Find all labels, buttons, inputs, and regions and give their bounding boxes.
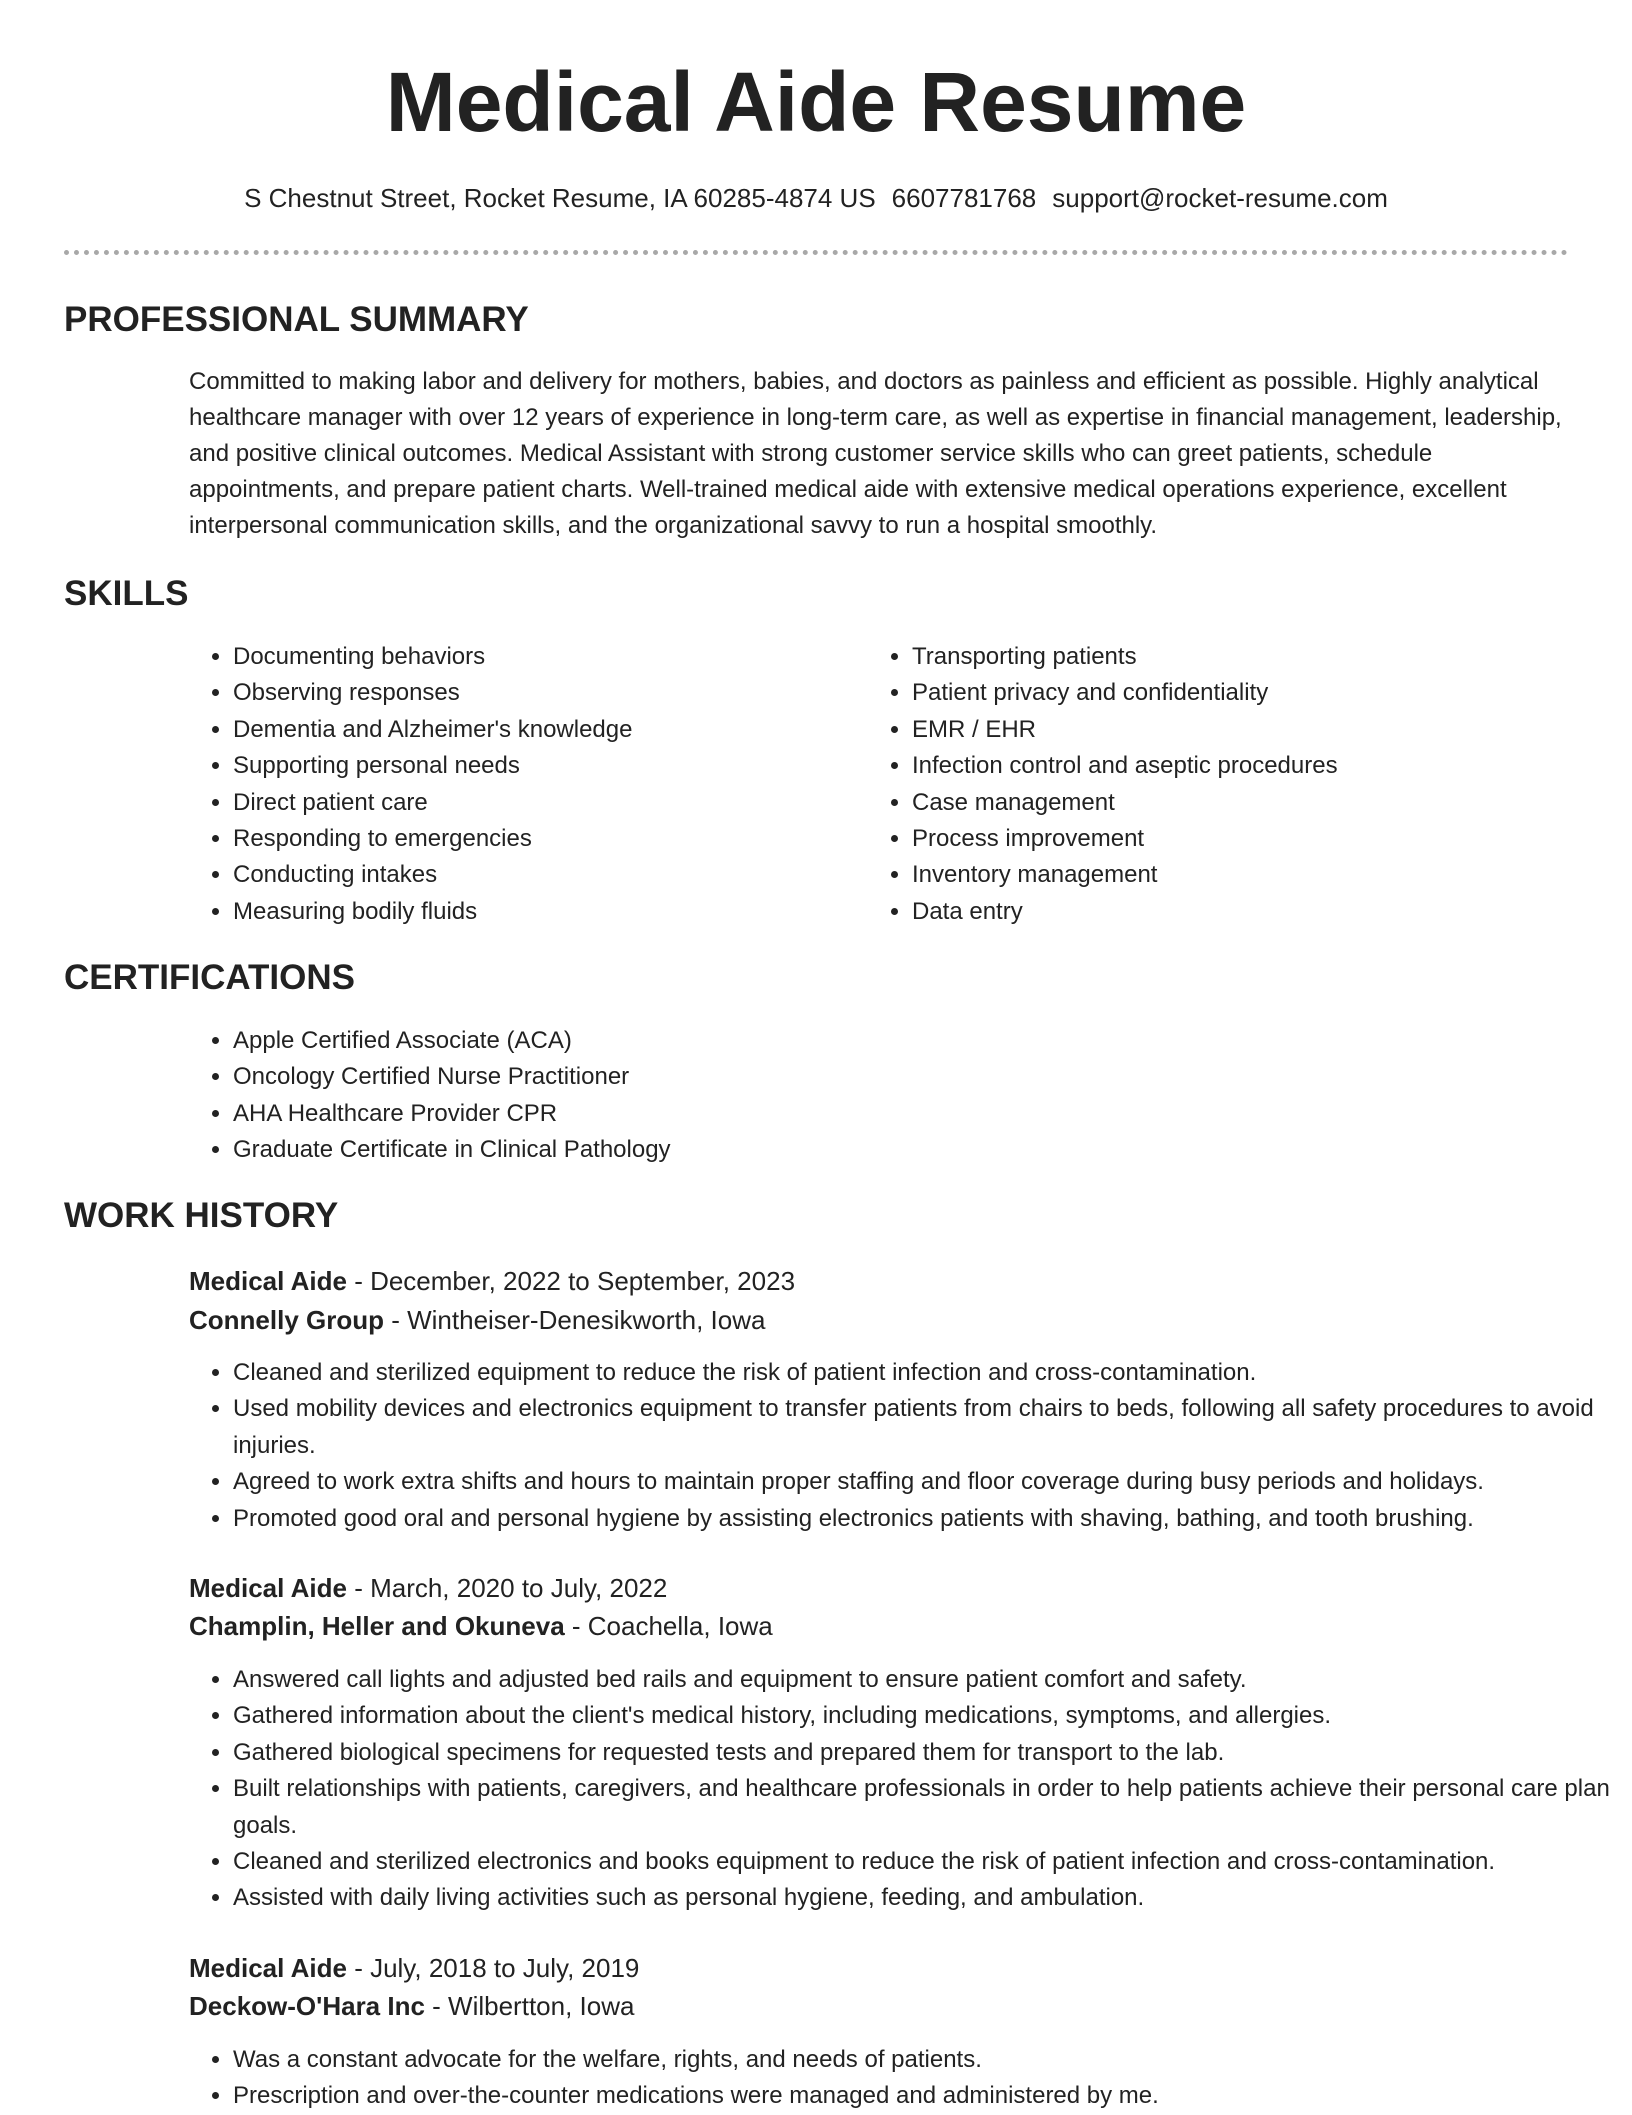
header-divider [64, 250, 1568, 255]
job-bullet: • Answered call lights and adjusted bed rails and equipment to ensure patient comfort and safety. [233, 1662, 1613, 1698]
contact-phone: 6607781768 [891, 183, 1037, 213]
summary-text: Committed to making labor and delivery for mothers, babies, and doctors as painless and efficient as possible. Highly analytical healthcare manager with over 12 years of experience in long-term care, as well as expertise in financial management, leadership, and positive clinical outcomes. Medical Assistant with strong customer service skills who can greet patients, schedule appointments, and prepare patient charts. Well-trained medical aide with extensive medical operations experience, excellent interpersonal communication skills, and the organizational savvy to run a hospital smoothly. [189, 368, 1562, 539]
certifications-list [189, 1023, 1613, 1169]
skill-item: • Observing responses [233, 675, 853, 711]
job-bullet: • Gathered biological specimens for requested tests and prepared them for transport to the lab. [233, 1735, 1613, 1771]
job-company-line [189, 1608, 773, 1644]
certification-item: • Graduate Certificate in Clinical Pathology [233, 1132, 1613, 1168]
skill-item: • Direct patient care [233, 785, 853, 821]
skill-item: • Responding to emergencies [233, 821, 853, 857]
skill-item: • Data entry [912, 894, 1612, 930]
job-bullets [189, 1662, 1613, 1917]
job-location: - Coachella, Iowa [564, 1611, 773, 1641]
skill-item: • Patient privacy and confidentiality [912, 675, 1612, 711]
certifications-heading: CERTIFICATIONS [64, 958, 356, 997]
skill-item: • Supporting personal needs [233, 748, 853, 784]
skills-list-right [868, 639, 1612, 930]
certification-item: • AHA Healthcare Provider CPR [233, 1096, 1613, 1132]
skill-item: • Inventory management [912, 857, 1612, 893]
skill-item: • Process improvement [912, 821, 1612, 857]
job-title-line [189, 1263, 795, 1299]
job-bullet: • Built relationships with patients, caregivers, and healthcare professionals in order to help patients achieve their personal care plan goals. [233, 1771, 1613, 1844]
job-dates: - July, 2018 to July, 2019 [346, 1953, 640, 1983]
job-dates: - December, 2022 to September, 2023 [346, 1266, 796, 1296]
job-title-line [189, 1570, 667, 1606]
certification-item: • Apple Certified Associate (ACA) [233, 1023, 1613, 1059]
job-company-line [189, 1988, 634, 2024]
contact-email: support@rocket-resume.com [1052, 183, 1388, 213]
job-bullet: • Promoted good oral and personal hygiene by assisting electronics patients with shaving, bathing, and tooth brushing. [233, 1501, 1613, 1537]
job-company: Deckow-O'Hara Inc [189, 1991, 425, 2021]
job-location: - Wilbertton, Iowa [424, 1991, 635, 2021]
job-bullet: • Used mobility devices and electronics equipment to transfer patients from chairs to beds, following all safety procedures to avoid injuries. [233, 1391, 1613, 1464]
skill-item: • Dementia and Alzheimer's knowledge [233, 712, 853, 748]
job-bullet: • Was a constant advocate for the welfare, rights, and needs of patients. [233, 2042, 1613, 2078]
job-bullet: • Cleaned and sterilized electronics and books equipment to reduce the risk of patient infection and cross-contamination. [233, 1844, 1613, 1880]
job-company-line [189, 1302, 765, 1338]
job-dates: - March, 2020 to July, 2022 [346, 1573, 668, 1603]
certification-item: • Oncology Certified Nurse Practitioner [233, 1059, 1613, 1095]
job-title-line [189, 1950, 639, 1986]
skills-list-left [189, 639, 853, 930]
resume-title: Medical Aide Resume [385, 55, 1247, 149]
contact-line [0, 178, 1632, 218]
skill-item: • Measuring bodily fluids [233, 894, 853, 930]
job-company: Champlin, Heller and Okuneva [189, 1611, 565, 1641]
job-company: Connelly Group [189, 1305, 384, 1335]
skills-heading: SKILLS [64, 574, 189, 613]
job-bullet: • Cleaned and sterilized equipment to reduce the risk of patient infection and cross-contamination. [233, 1355, 1613, 1391]
job-bullet: • Assisted with daily living activities such as personal hygiene, feeding, and ambulation. [233, 1880, 1613, 1916]
summary-heading: PROFESSIONAL SUMMARY [64, 300, 529, 339]
skill-item: • Case management [912, 785, 1612, 821]
job-location: - Wintheiser-Denesikworth, Iowa [384, 1305, 766, 1335]
job-bullet: • Prescription and over-the-counter medications were managed and administered by me. [233, 2078, 1613, 2114]
job-title: Medical Aide [189, 1953, 347, 1983]
skill-item: • Infection control and aseptic procedures [912, 748, 1612, 784]
contact-address: S Chestnut Street, Rocket Resume, IA 60285-4874 US [244, 183, 876, 213]
skill-item: • EMR / EHR [912, 712, 1612, 748]
skill-item: • Documenting behaviors [233, 639, 853, 675]
job-bullets [189, 2042, 1613, 2115]
job-bullets [189, 1355, 1613, 1537]
job-title: Medical Aide [189, 1266, 347, 1296]
skill-item: • Transporting patients [912, 639, 1612, 675]
job-bullet: • Gathered information about the client's medical history, including medications, symptoms, and allergies. [233, 1698, 1613, 1734]
job-bullet: • Agreed to work extra shifts and hours to maintain proper staffing and floor coverage during busy periods and holidays. [233, 1464, 1613, 1500]
work-history-heading: WORK HISTORY [64, 1196, 339, 1235]
skill-item: • Conducting intakes [233, 857, 853, 893]
job-title: Medical Aide [189, 1573, 347, 1603]
